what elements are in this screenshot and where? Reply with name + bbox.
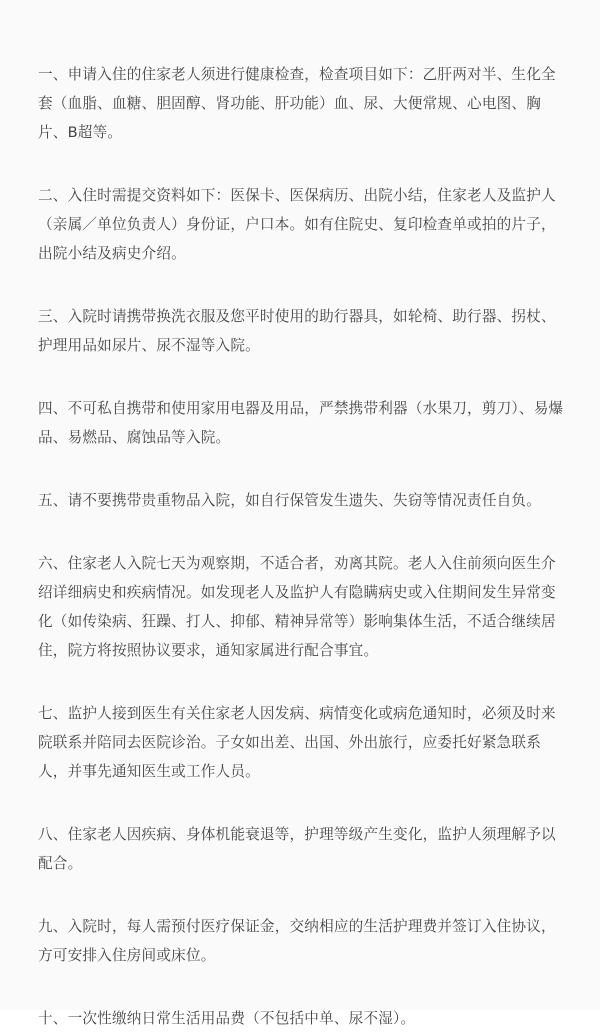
rule-2: 二、入住时需提交资料如下：医保卡、医保病历、出院小结，住家老人及监护人（亲属／单位负责人）身份证，户口本。如有住院史、复印检查单或拍的片子，出院小结及病史介绍。 [38, 187, 556, 262]
rule-4: 四、不可私自携带和使用家用电器及用品，严禁携带利器（水果刀，剪刀）、易爆品、易燃品、腐蚀品等入院。 [38, 400, 564, 446]
rule-3: 三、入院时请携带换洗衣服及您平时使用的助行器具，如轮椅、助行器、拐杖、护理用品如尿片、尿不湿等入院。 [38, 308, 556, 354]
rule-7: 七、监护人接到医生有关住家老人因发病、病情变化或病危通知时，必须及时来院联系并陪同去医院诊治。子女如出差、出国、外出旅行，应委托好紧急联系人，并事先通知医生或工作人员。 [38, 705, 556, 780]
rule-6: 六、住家老人入院七天为观察期，不适合者，劝离其院。老人入住前须向医生介绍详细病史和疾病情况。如发现老人及监护人有隐瞒病史或入住期间发生异常变化（如传染病、狂躁、打人、抑郁、精神异常等）影响集体生活，不适合继续居住，院方将按照协议要求，通知家属进行配合事宜。 [38, 555, 556, 659]
rule-10: 十、一次性缴纳日常生活用品费（不包括中单、尿不湿）。 [38, 1010, 416, 1027]
rule-5: 五、请不要携带贵重物品入院，如自行保管发生遗失、失窃等情况责任自负。 [38, 492, 541, 509]
rule-9: 九、入院时，每人需预付医疗保证金，交纳相应的生活护理费并签订入住协议，方可安排入住房间或床位。 [38, 918, 556, 964]
rule-1: 一、申请入住的住家老人须进行健康检查，检查项目如下：乙肝两对半、生化全套（血脂、血糖、胆固醇、肾功能、肝功能）血、尿、大便常规、心电图、胸片、B超等。 [38, 66, 556, 141]
rule-8: 八、住家老人因疾病、身体机能衰退等，护理等级产生变化，监护人须理解予以配合。 [38, 826, 556, 872]
